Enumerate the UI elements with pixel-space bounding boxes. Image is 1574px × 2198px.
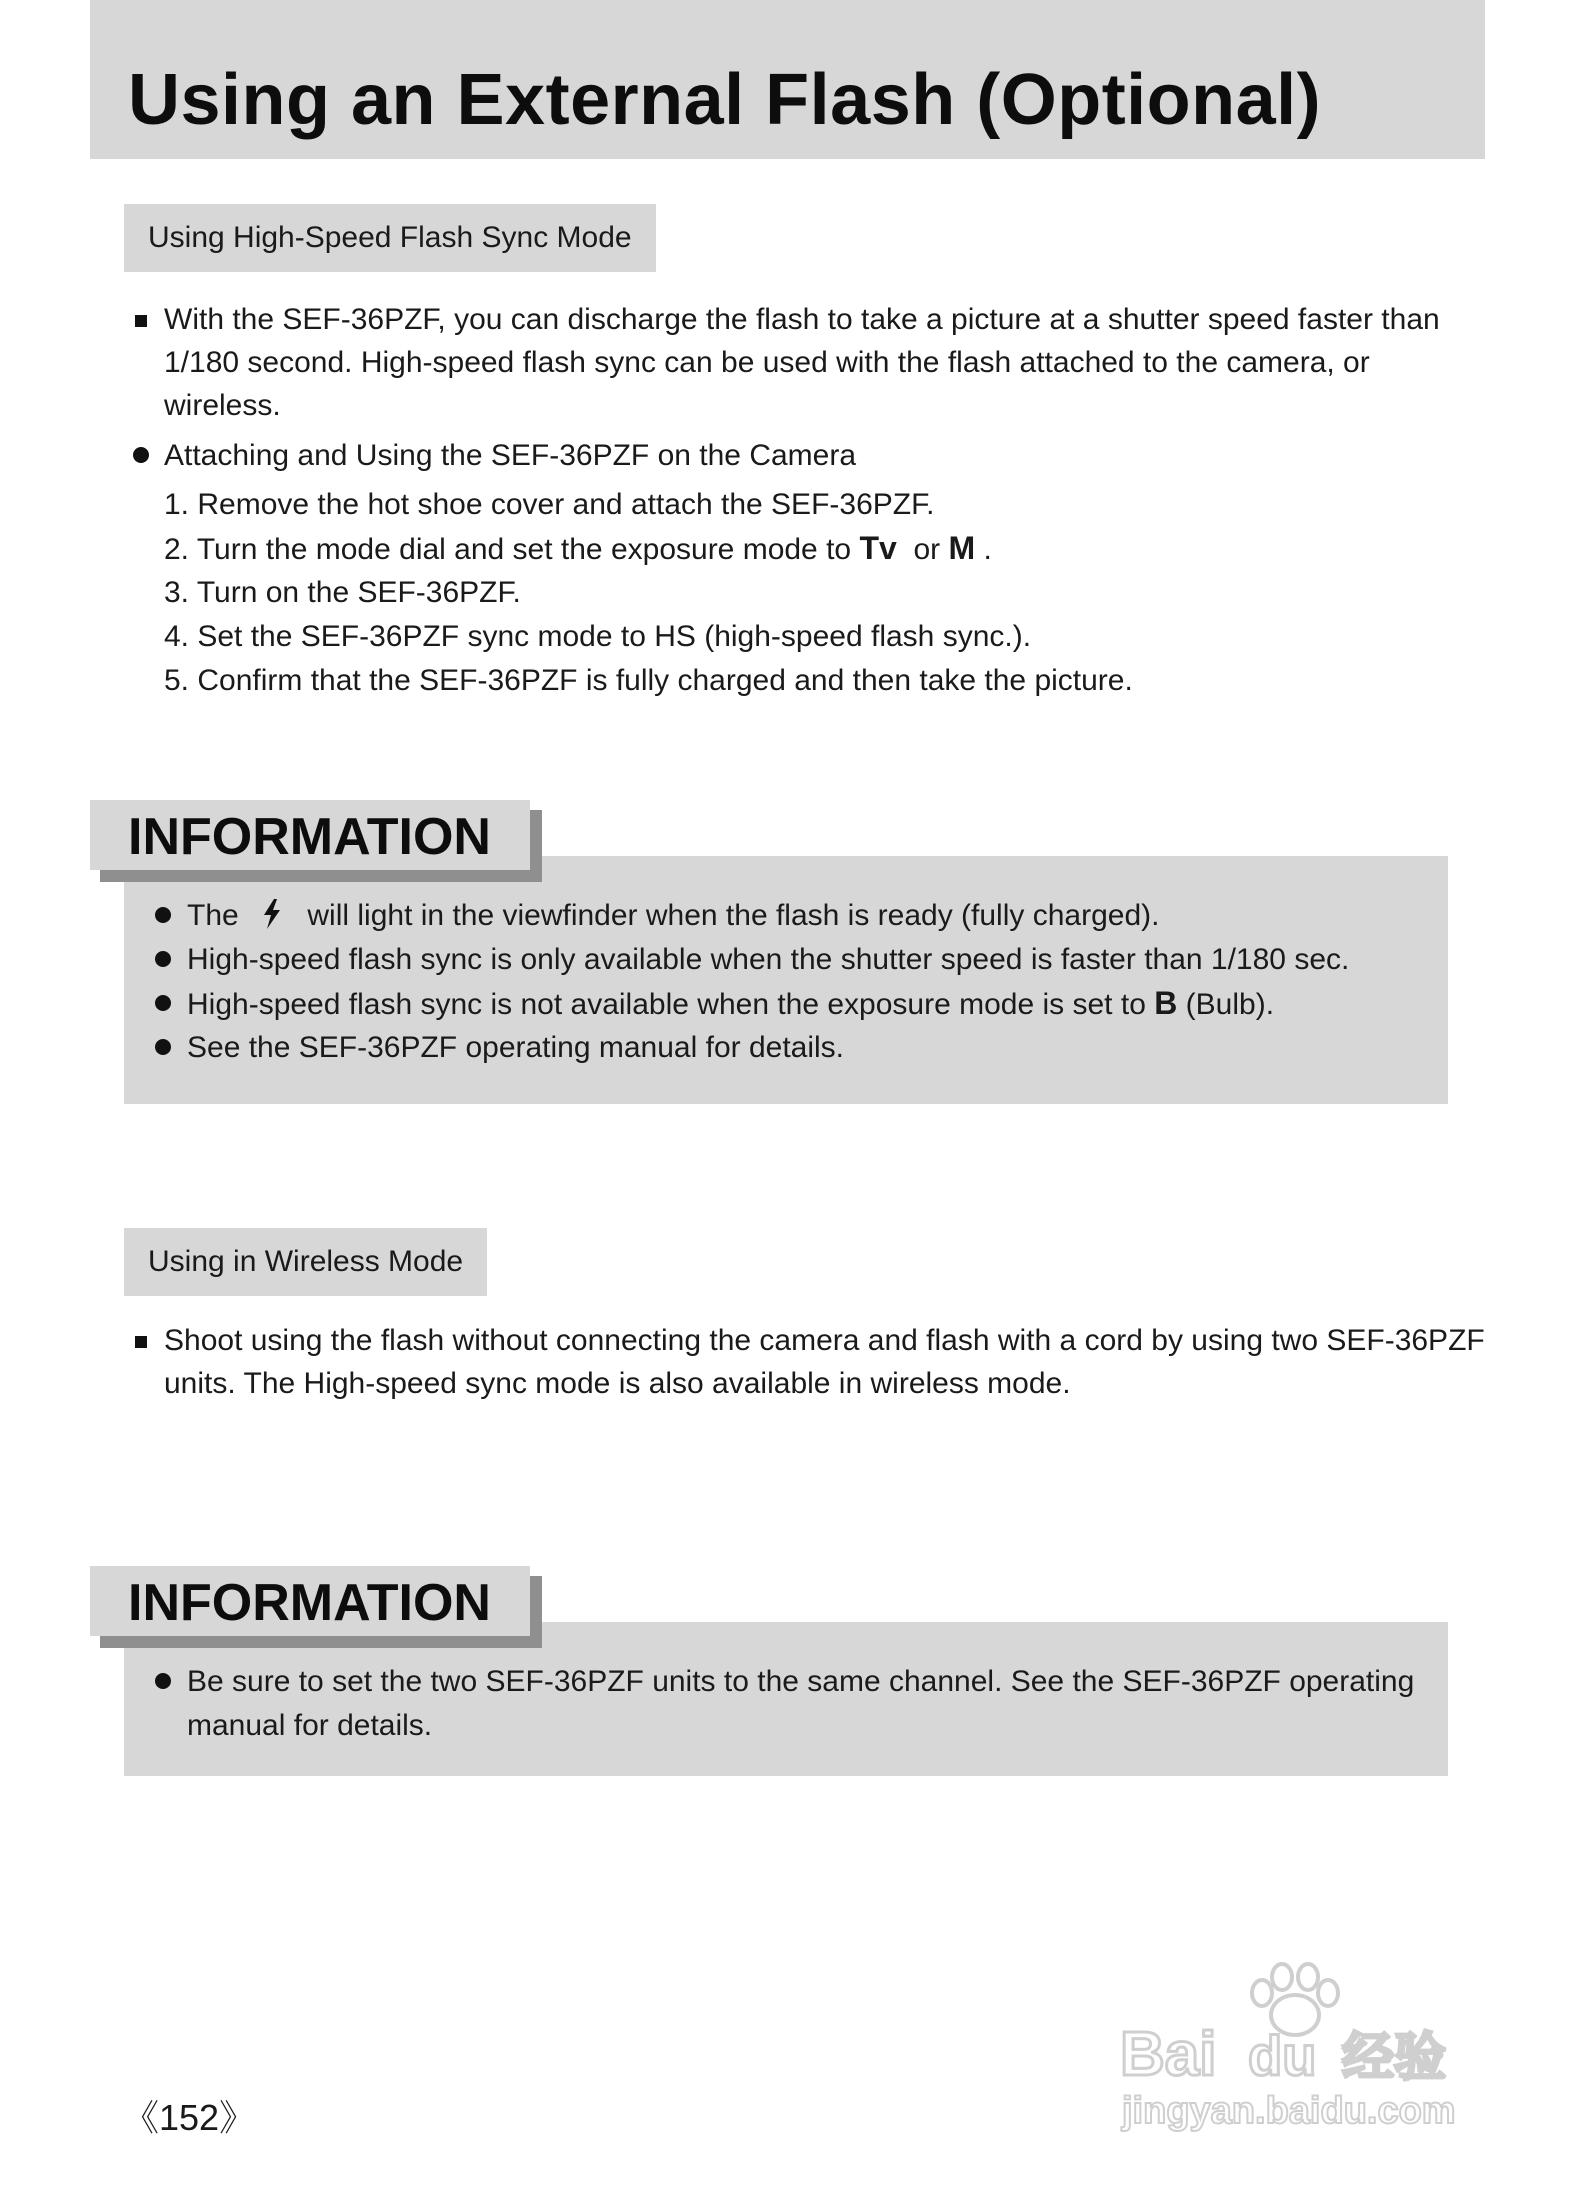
step-2-period: . [983, 533, 992, 566]
step-5: 5. Confirm that the SEF-36PZF is fully charged and then take the picture. [164, 664, 1133, 697]
intro-paragraph [164, 298, 1464, 427]
step-2-or: or [913, 533, 941, 566]
wireless-line-2: units. The High-speed sync mode is also available in wireless mode. [164, 1367, 1071, 1400]
info-heading-2: INFORMATION [128, 1574, 491, 1632]
info1-b1-pre: The [187, 899, 239, 932]
info1-bullet-2: High-speed flash sync is only available when the shutter speed is faster than 1/180 sec. [187, 943, 1350, 976]
info1-bullet-3 [187, 982, 1274, 1026]
watermark-cn: 经验 [1342, 2028, 1447, 2088]
bulb-mode-icon: B [1154, 985, 1178, 1021]
info2-line-1: Be sure to set the two SEF-36PZF units to the same channel. See the SEF-36PZF operating [187, 1665, 1415, 1698]
info-tab-1 [90, 800, 530, 870]
intro-line-2: 1/180 second. High-speed flash sync can be used with the flash attached to the camera, or wireless. [164, 346, 1370, 422]
wireless-paragraph [164, 1319, 1484, 1405]
info-heading-1: INFORMATION [128, 808, 491, 866]
title-bar [90, 0, 1485, 159]
paw-logo-icon [1110, 1955, 1480, 2135]
watermark-brand: Bai [1120, 2020, 1217, 2089]
info1-bullet-1 [187, 894, 1159, 937]
step-2 [164, 527, 992, 571]
info1-bullet-4: See the SEF-36PZF operating manual for details. [187, 1031, 845, 1064]
watermark-brand-du: du [1248, 2024, 1317, 2087]
info1-b3-post: (Bulb). [1185, 988, 1275, 1021]
info1-b1-post: will light in the viewfinder when the flash is ready (fully charged). [307, 899, 1160, 932]
flash-icon [257, 897, 287, 931]
baidu-jingyan-watermark [1110, 1955, 1480, 2135]
info1-b3-pre: High-speed flash sync is not available when the exposure mode is set to [187, 988, 1146, 1021]
step-4: 4. Set the SEF-36PZF sync mode to HS (high-speed flash sync.). [164, 620, 1032, 653]
round-bullet-icon [155, 995, 171, 1011]
page-number: 《152》 [123, 2097, 256, 2138]
wireless-line-1: Shoot using the flash without connecting the camera and flash with a cord by using two SEF-36PZF [164, 1324, 1485, 1357]
info2-line-2: manual for details. [187, 1709, 433, 1742]
step-2-text: 2. Turn the mode dial and set the exposure mode to [164, 533, 852, 566]
step-1: 1. Remove the hot shoe cover and attach the SEF-36PZF. [164, 488, 935, 521]
square-bullet-icon [135, 315, 147, 327]
watermark-url: jingyan.baidu.com [1122, 2090, 1456, 2132]
manual-mode-icon: M [948, 530, 976, 566]
square-bullet-icon [135, 1336, 147, 1348]
round-bullet-icon [155, 1673, 171, 1689]
round-bullet-icon [133, 447, 149, 463]
round-bullet-icon [155, 951, 171, 967]
round-bullet-icon [155, 907, 171, 923]
intro-line-1: With the SEF-36PZF, you can discharge the flash to take a picture at a shutter speed faster than [164, 303, 1440, 336]
section-tag-wireless: Using in Wireless Mode [124, 1228, 487, 1296]
info-tab-2 [90, 1566, 530, 1636]
tv-mode-icon: Tv [859, 530, 897, 566]
round-bullet-icon [155, 1039, 171, 1055]
step-3: 3. Turn on the SEF-36PZF. [164, 576, 521, 609]
section-tag-high-speed: Using High-Speed Flash Sync Mode [124, 204, 656, 272]
page-title: Using an External Flash (Optional) [128, 60, 1322, 140]
subhead-attaching: Attaching and Using the SEF-36PZF on the Camera [164, 439, 857, 472]
